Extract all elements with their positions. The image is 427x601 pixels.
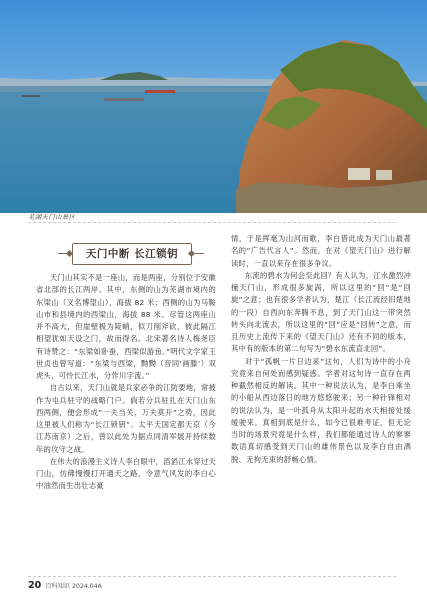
article-right-column <box>231 233 411 466</box>
article-left-column <box>36 272 216 493</box>
photo-caption: 芜湖天门山景区 <box>28 214 76 221</box>
page-footer <box>28 580 102 591</box>
paragraph: 在伟大的浪漫主义诗人李白眼中，滔滔江水穿过天门山，仿佛慢慢打开通天之路，令意气风发的李白心中油然而生出壮志豪 <box>36 456 216 491</box>
heading-right-line <box>194 253 204 254</box>
publication-name: 百科知识 2024.04A <box>45 583 102 590</box>
heading-title: 天门中断 长江锁钥 <box>85 248 179 260</box>
section-heading <box>58 243 204 265</box>
footer-divider <box>28 576 396 577</box>
paragraph: 自古以来，天门山就是兵家必争的江防要地，常被作为屯兵驻守的战略门户。倘若分兵驻扎在天门山东西两侧，便会形成“一夫当关，万夫莫开”之势，因此这里被人们称为“长江锁钥”。太平天国定都天京（今江苏南京）之后，曾以此处为据点同清军展开持续数年的攻守之战。 <box>36 383 216 454</box>
paragraph-continued: 情，于是挥毫为山河而歌，李白借此成为天门山最著名的“广告代言人”。然而，在对《望天门山》进行解读时，一直以来存在很多争议。 <box>231 234 411 268</box>
caption-divider <box>28 222 396 223</box>
paragraph: 东流的碧水为何会至此回？有人认为，江水激烈冲撞天门山，形成很多旋涡，所以这里的“回”是“回旋”之意；也有很多学者认为，楚江（长江流经旧楚地的一段）自西向东奔腾不息，到了天门山这一带突然转头向北流去，所以这里的“回”应是“回转”之意，而且历史上流传下来的《望天门山》还有不同的版本，其中有的版本的第二句写为“碧水东流直北回”。 <box>231 270 411 354</box>
paragraph: 天门山其实不是一座山，而是两座，分别位于安徽省北部的长江两岸。其中，东侧的山为芜湖市境内的东梁山（又名博望山），海拔 82 米；西侧的山为马鞍山市和县境内的西梁山，海拔 88 米。尽管这两座山并不高大，但崖壁极为陡峭，似刀削斧砍，彼此隔江相望犹如天设之门，故而得名。北宋著名诗人梅尧臣有诗赞之：“东梁如卧蚕，西梁似游鱼。”明代文学家王世贞也曾写道：“东梁与西梁，黝黝（音同‘画滕’）双虎头，可怜长江水，分作川字流。” <box>36 273 216 380</box>
tianmenshan-photo <box>0 0 427 213</box>
page-number: 20 <box>28 580 42 591</box>
paragraph: 对于“孤帆一片日边来”这句，人们为诗中的小舟究竟来自何处而感到疑惑。学者对这句诗一直存在两种截然相反的解读。其中一种说法认为，是李白乘坐的小船从西边落日的地方悠悠驶来；另一种针锋相对的说法认为，是一叶孤舟从太阳升起的水天相接处缓缓驶来。真相到底是什么，如今已很难考证，但无论当时的场景究竟是什么样，我们都能通过诗人的寥寥数语真切感受到天门山的雄伟景色以及李白自由洒脱、无拘无束的舒畅心情。 <box>231 356 411 464</box>
